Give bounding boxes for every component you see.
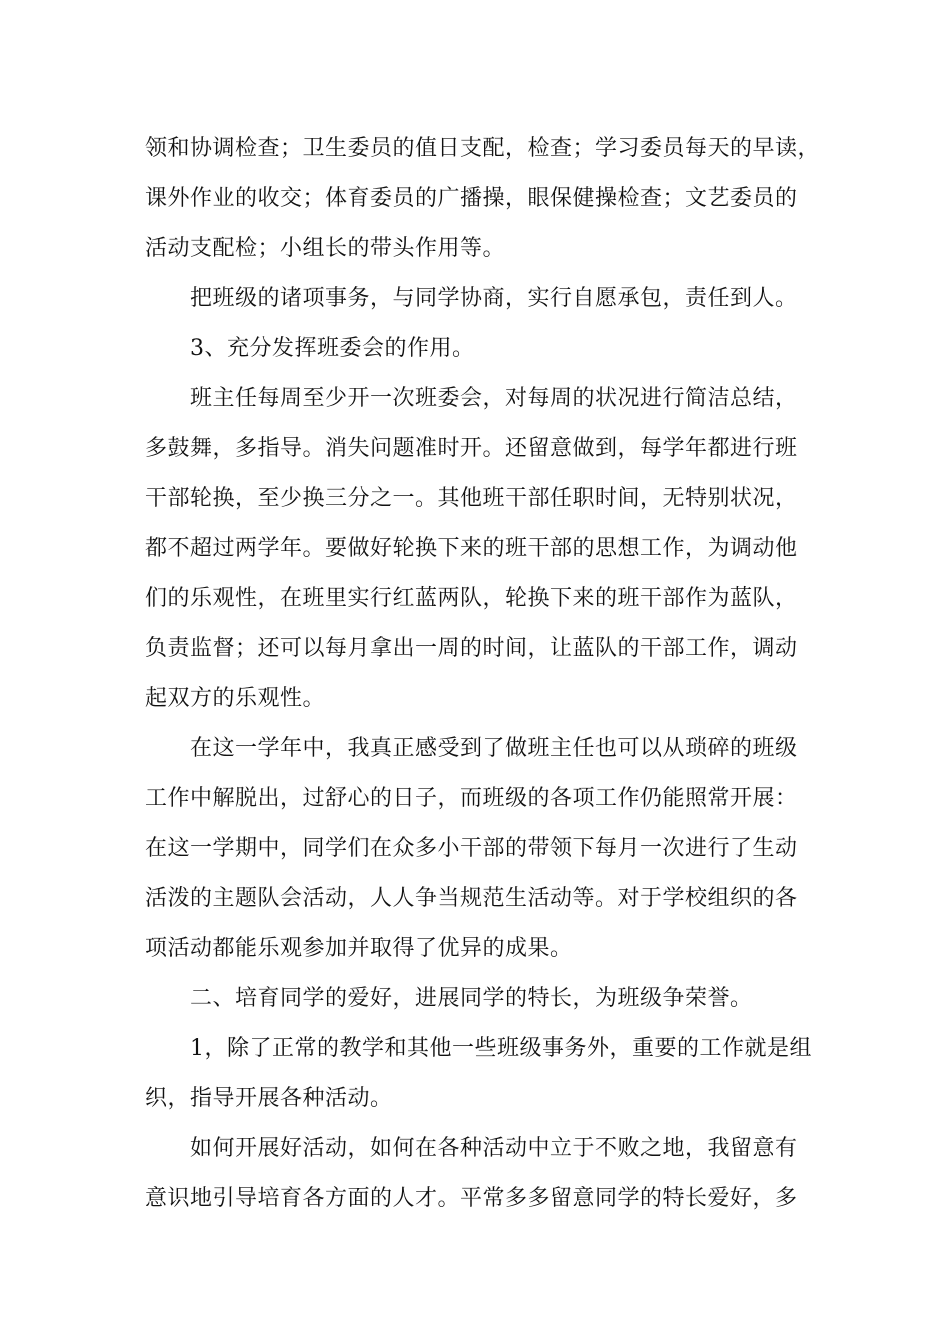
document-body [145,124,821,1224]
text-line: 起双方的乐观性。 [145,686,326,711]
text-line: 领和协调检查；卫生委员的值日支配，检查；学习委员每天的早读， [145,136,821,161]
paragraph-first-line: 1，除了正常的教学和其他一些班级事务外，重要的工作就是组 [190,1036,812,1061]
text-line: 织，指导开展各种活动。 [145,1086,393,1111]
text-line: 工作中解脱出，过舒心的日子，而班级的各项工作仍能照常开展： [145,786,798,811]
paragraph-first-line: 班主任每周至少开一次班委会，对每周的状况进行简洁总结， [190,386,798,411]
text-line: 意识地引导培育各方面的人才。平常多多留意同学的特长爱好，多 [145,1186,798,1211]
text-line: 都不超过两学年。要做好轮换下来的班干部的思想工作，为调动他 [145,536,798,561]
text-line: 干部轮换，至少换三分之一。其他班干部任职时间，无特别状况， [145,486,798,511]
text-line: 们的乐观性，在班里实行红蓝两队，轮换下来的班干部作为蓝队， [145,586,798,611]
text-line: 负责监督；还可以每月拿出一周的时间，让蓝队的干部工作，调动 [145,636,798,661]
section-heading: 3、充分发挥班委会的作用。 [190,336,475,361]
text-line: 在这一学期中，同学们在众多小干部的带领下每月一次进行了生动 [145,836,798,861]
text-line: 课外作业的收交；体育委员的广播操，眼保健操检查；文艺委员的 [145,186,798,211]
text-line: 多鼓舞，多指导。消失问题准时开。还留意做到，每学年都进行班 [145,436,798,461]
paragraph-first-line: 如何开展好活动，如何在各种活动中立于不败之地，我留意有 [190,1136,798,1161]
text-line: 活动支配检；小组长的带头作用等。 [145,236,506,261]
paragraph-first-line: 在这一学年中，我真正感受到了做班主任也可以从琐碎的班级 [190,736,798,761]
text-line: 项活动都能乐观参加并取得了优异的成果。 [145,936,573,961]
section-heading: 二、培育同学的爱好，进展同学的特长，为班级争荣誉。 [190,986,753,1011]
paragraph-first-line: 把班级的诸项事务，与同学协商，实行自愿承包，责任到人。 [190,286,798,311]
text-line: 活泼的主题队会活动，人人争当规范生活动等。对于学校组织的各 [145,886,798,911]
